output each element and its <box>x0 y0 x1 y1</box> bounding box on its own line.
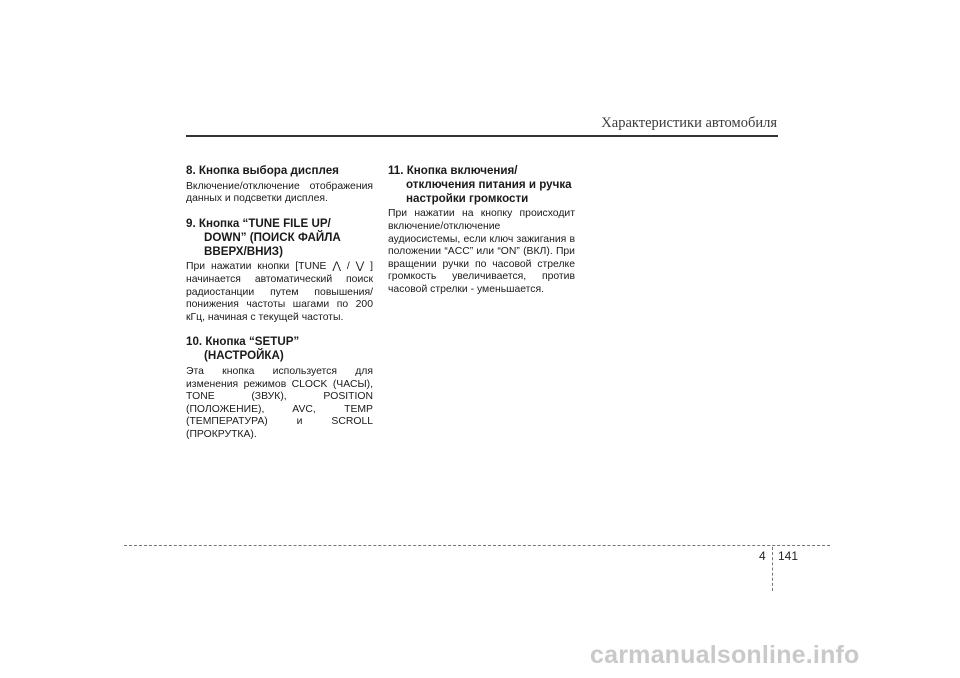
section-power-volume-knob <box>388 164 575 297</box>
section-body: При нажатии на кнопку происходит включение/отключение аудиосистемы, если ключ зажигания в положении “ACC” или “ON” (ВКЛ). При вращении ручки по часовой стрелке громкость увеличивается, против часовой стрелки - уменьшается. <box>388 208 575 295</box>
page-number: 141 <box>778 549 799 563</box>
section-title-line: DOWN” (ПОИСК ФАЙЛА <box>204 230 341 244</box>
footer-divider <box>124 545 830 546</box>
section-title-line: настройки громкости <box>406 191 529 205</box>
section-display-button <box>186 164 373 206</box>
watermark-text: carmanualsonline.info <box>590 641 860 669</box>
section-title-line: 9. Кнопка “TUNE FILE UP/ <box>186 216 331 230</box>
section-tune-file-button <box>186 217 373 324</box>
section-title-line: ВВЕРХ/ВНИЗ) <box>204 244 283 258</box>
section-title <box>186 335 373 363</box>
section-body: При нажатии кнопки [TUNE ⋀ / ⋁ ] начинается автоматический поиск радиостанции путем повышения/понижения частоты шагами по 200 кГц, начиная с текущей частоты. <box>186 261 373 323</box>
section-title-line: 10. Кнопка “SETUP” <box>186 335 300 349</box>
section-title-line: 8. Кнопка выбора дисплея <box>186 164 339 177</box>
page-number-divider <box>772 547 773 591</box>
page-header-title: Характеристики автомобиля <box>601 115 777 131</box>
section-title <box>388 164 575 205</box>
section-title-line: отключения питания и ручка <box>406 177 572 191</box>
chapter-number: 4 <box>759 549 766 563</box>
section-title-line: (НАСТРОЙКА) <box>204 349 284 363</box>
section-title-line: 11. Кнопка включения/ <box>388 164 518 177</box>
section-title <box>186 217 373 258</box>
right-column <box>388 164 575 308</box>
left-column <box>186 164 373 453</box>
section-setup-button <box>186 335 373 441</box>
section-body: Эта кнопка используется для изменения режимов CLOCK (ЧАСЫ), TONE (ЗВУК), POSITION (ПОЛОЖЕНИЕ), AVC, TEMP (ТЕМПЕРАТУРА) и SCROLL (ПРОКРУТКА). <box>186 365 373 440</box>
header-divider <box>186 135 778 137</box>
section-body: Включение/отключение отображения данных и подсветки дисплея. <box>186 180 373 205</box>
section-title <box>186 164 373 178</box>
